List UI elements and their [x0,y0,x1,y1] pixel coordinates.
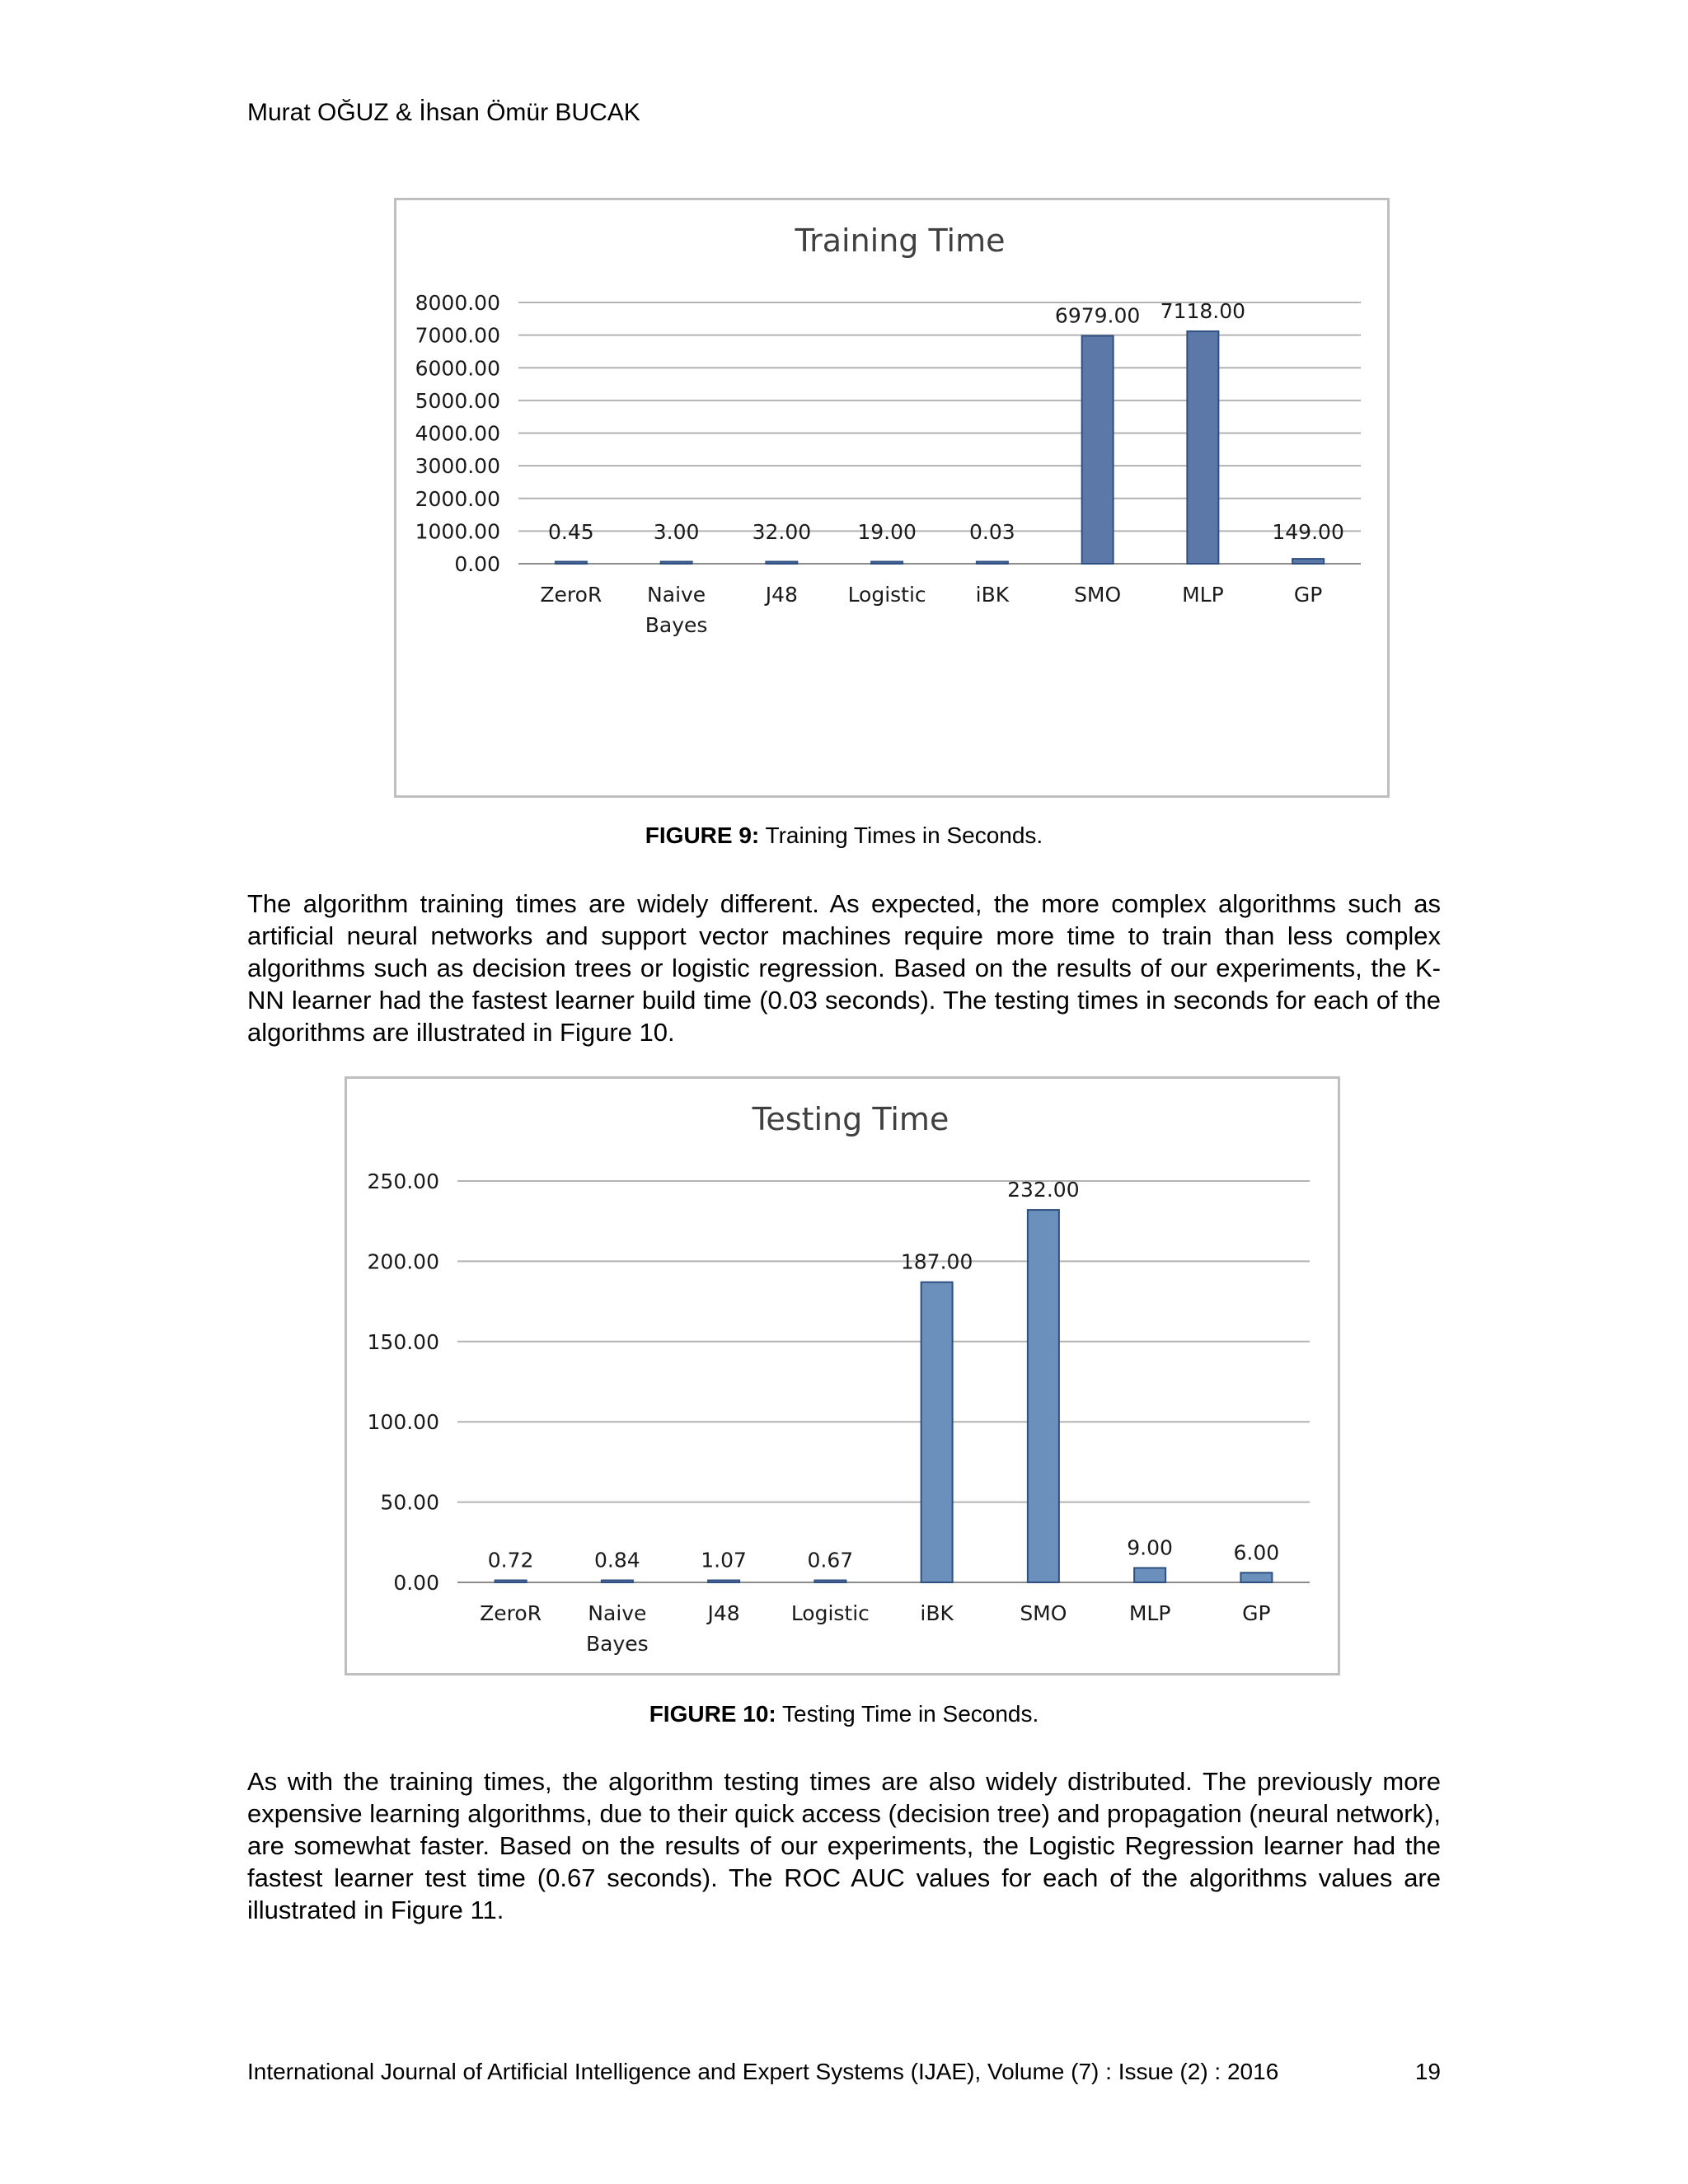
bar [871,562,903,565]
data-label: 0.72 [487,1548,534,1572]
figure-10-caption [0,1701,1688,1727]
x-tick-label: SMO [1074,583,1122,607]
training-time-svg [396,200,1387,795]
y-tick-label: 3000.00 [415,454,500,479]
data-label: 1.07 [701,1548,747,1572]
data-label: 149.00 [1272,520,1344,544]
x-tick-label: Logistic [790,1601,870,1625]
x-tick-label: Naive [588,1601,647,1625]
data-label: 6.00 [1233,1540,1280,1565]
y-tick-label: 250.00 [367,1169,439,1193]
testing-time-svg [347,1079,1338,1673]
x-tick-label: Logistic [847,583,926,607]
x-tick-label: MLP [1182,583,1224,607]
data-label: 0.45 [548,520,594,544]
data-label: 9.00 [1127,1535,1173,1560]
bar [1082,335,1114,564]
bar [1028,1210,1059,1582]
data-label: 7118.00 [1160,298,1246,323]
data-label: 232.00 [1007,1178,1080,1202]
bar [661,562,692,565]
data-label: 0.67 [807,1548,854,1572]
chart-title: Testing Time [752,1101,950,1137]
x-tick-label: iBK [975,583,1010,607]
training-time-chart [394,198,1390,798]
bar [708,1581,739,1583]
y-tick-label: 2000.00 [415,486,500,511]
bar [1240,1572,1272,1582]
paragraph-1: The algorithm training times are widely different. As expected, the more complex algorithms such as artificial neural networks and support vector machines require more time to train than less complex algorithms such as decision trees or logistic regression. Based on the results of our experiments, the K-NN learner had the fastest learner build time (0.03 seconds). The testing times in seconds for each of the algorithms are illustrated in Figure 10. [247,889,1441,1047]
page-number: 19 [1414,2059,1441,2084]
x-tick-label: GP [1242,1601,1271,1625]
bar [1134,1568,1165,1582]
figure-9-text: Training Times in Seconds. [759,823,1043,848]
testing-time-chart [345,1076,1340,1675]
x-tick-label: SMO [1020,1601,1067,1625]
paragraph-2: As with the training times, the algorithm testing times are also widely distributed. The previously more expensive learning algorithms, due to their quick access (decision tree) and propagation (neural network), are somewhat faster. Based on the results of our experiments, the Logistic Regression learner had the fastest learner test time (0.67 seconds). The ROC AUC values for each of the algorithms values are illustrated in Figure 11. [247,1767,1441,1924]
x-tick-label: ZeroR [540,583,603,607]
bar [495,1581,527,1583]
data-label: 19.00 [857,520,917,544]
x-tick-label: iBK [920,1601,954,1625]
x-tick-label: GP [1293,583,1323,607]
y-tick-label: 0.00 [454,552,500,576]
bar [921,1282,953,1582]
y-tick-label: 5000.00 [415,388,500,413]
y-tick-label: 4000.00 [415,421,500,446]
y-tick-label: 200.00 [367,1249,439,1274]
x-tick-label: Naive [647,583,706,607]
data-label: 3.00 [653,520,700,544]
y-tick-label: 100.00 [367,1410,439,1435]
x-tick-label: Bayes [645,613,708,637]
bar [766,562,797,565]
x-tick-label: ZeroR [480,1601,542,1625]
y-tick-label: 8000.00 [415,291,500,315]
y-tick-label: 150.00 [367,1329,439,1354]
y-tick-label: 6000.00 [415,356,500,381]
y-tick-label: 1000.00 [415,519,500,544]
bar [1187,331,1218,564]
footer [247,2059,1441,2085]
x-tick-label: J48 [765,583,798,607]
data-label: 187.00 [900,1249,973,1274]
y-tick-label: 0.00 [393,1571,439,1595]
x-tick-label: MLP [1128,1601,1171,1625]
bar [814,1581,846,1583]
figure-9-caption [0,823,1688,849]
data-label: 0.84 [594,1548,640,1572]
data-label: 32.00 [752,520,812,544]
figure-10-label: FIGURE 10: [649,1701,776,1727]
bar [602,1581,633,1583]
data-label: 0.03 [969,520,1015,544]
data-label: 6979.00 [1054,303,1141,328]
y-tick-label: 7000.00 [415,323,500,348]
bar [1292,559,1324,564]
chart-title: Training Time [795,223,1006,259]
figure-10-text: Testing Time in Seconds. [776,1701,1039,1727]
x-tick-label: J48 [707,1601,740,1625]
bar [556,562,587,565]
footer-journal: International Journal of Artificial Intelligence and Expert Systems (IJAE), Volume (7) : Issue (2) : 2016 [247,2059,1279,2084]
x-tick-label: Bayes [586,1632,649,1656]
running-header: Murat OĞUZ & İhsan Ömür BUCAK [247,99,640,126]
figure-9-label: FIGURE 9: [645,823,760,848]
y-tick-label: 50.00 [380,1490,439,1515]
bar [977,562,1008,565]
